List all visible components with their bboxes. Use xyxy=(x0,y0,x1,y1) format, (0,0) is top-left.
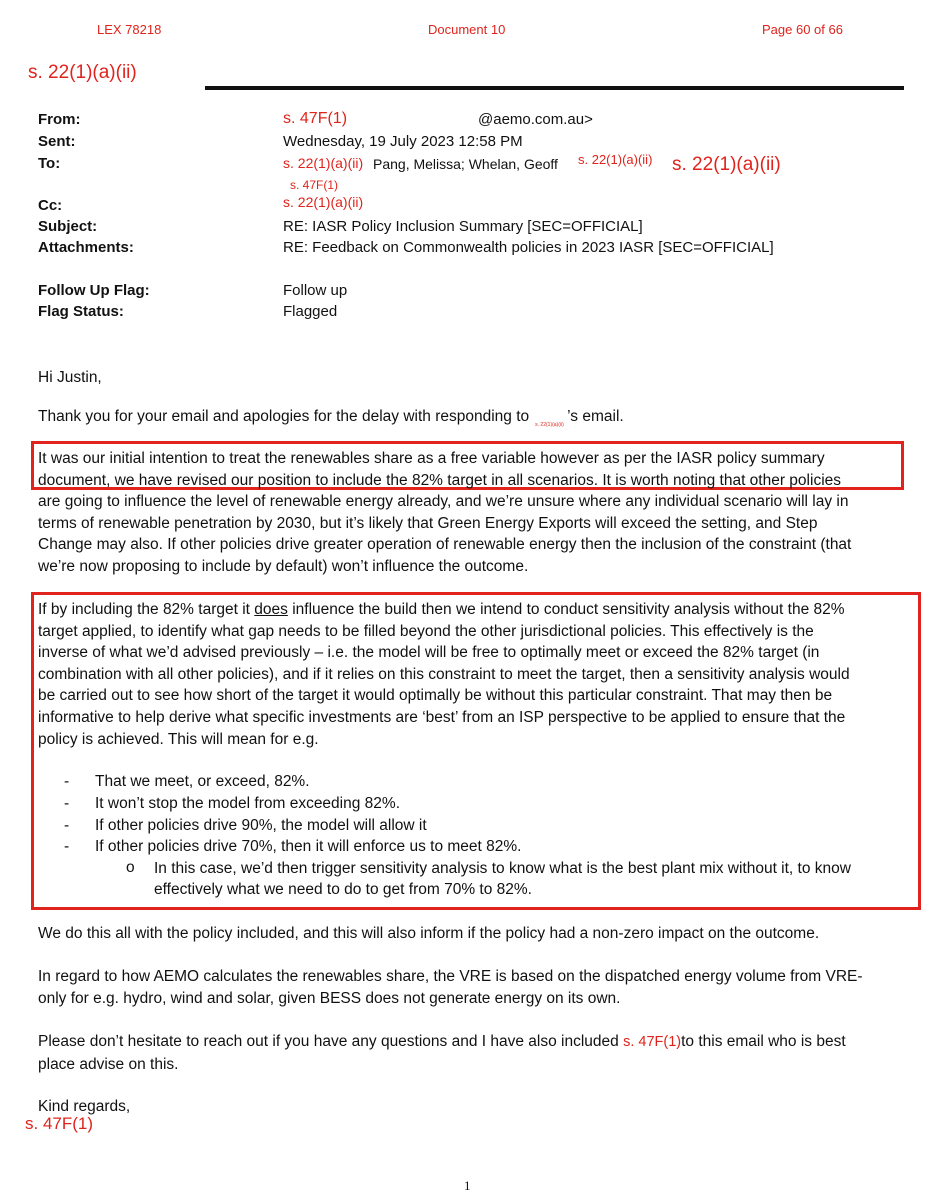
dash-bullet: - xyxy=(64,773,70,790)
dash-bullet: - xyxy=(64,817,70,834)
sign-off: Kind regards, xyxy=(38,1098,131,1115)
dash-bullet: - xyxy=(64,838,70,855)
dash-bullet: - xyxy=(64,795,70,812)
para6-line xyxy=(38,1031,908,1054)
header-page-counter: Page 60 of 66 xyxy=(762,22,843,37)
para3-line: combination with all other policies), and if it relies on this constraint to meet the target, then a sensitivity analysis would xyxy=(38,665,850,683)
sub-bullet-line: effectively what we need to do to get from 70% to 82%. xyxy=(154,881,532,898)
para3-line: inverse of what we’d advised previously – i.e. the model will be free to optimally meet or exceed the 82% target (in xyxy=(38,644,820,662)
to-label: To: xyxy=(38,155,61,172)
para6-exemption: s. 47F(1) xyxy=(623,1034,682,1050)
para3-first-a: If by including the 82% target it xyxy=(38,601,255,618)
header-document-number: Document 10 xyxy=(428,22,506,37)
para2-line: Change may also. If other policies drive greater operation of renewable energy then the inclusion of the constraint (that xyxy=(38,536,852,554)
paragraph-renewables-share xyxy=(38,448,908,578)
paragraph-vre-calculation xyxy=(38,966,908,1009)
intro-text-before: Thank you for your email and apologies for the delay with responding to xyxy=(38,408,530,425)
to-exemption-b: s. 22(1)(a)(ii) xyxy=(578,152,653,167)
from-label: From: xyxy=(38,111,81,128)
para3-underlined-word: does xyxy=(254,601,288,618)
para3-first-line xyxy=(38,599,908,621)
bullet-text: That we meet, or exceed, 82%. xyxy=(95,773,310,790)
header-document-id: LEX 78218 xyxy=(97,22,162,37)
para2-line: terms of renewable penetration by 2030, but it’s likely that Green Energy Exports will exceed the setting, and Step xyxy=(38,514,818,532)
para3-line: be carried out to see how short of the target it would optimally be without this particular constraint. That may then be xyxy=(38,687,833,705)
attachments-label: Attachments: xyxy=(38,239,134,256)
flag-status-value: Flagged xyxy=(283,303,338,320)
para6-before: Please don’t hesitate to reach out if you have any questions and I have also included xyxy=(38,1033,624,1050)
bullet-text: If other policies drive 70%, then it will enforce us to meet 82%. xyxy=(95,838,522,855)
bullet-text: It won’t stop the model from exceeding 82%. xyxy=(95,795,400,812)
sent-label: Sent: xyxy=(38,133,76,150)
para6-after: to this email who is best xyxy=(681,1033,846,1050)
para2-line: It was our initial intention to treat the renewables share as a free variable however as per the IASR policy summary xyxy=(38,450,825,467)
paragraph-closing xyxy=(38,1031,908,1075)
para5-line: In regard to how AEMO calculates the renewables share, the VRE is based on the dispatched energy volume from VRE- xyxy=(38,968,863,985)
circle-bullet: o xyxy=(126,859,135,876)
to-value: Pang, Melissa; Whelan, Geoff xyxy=(373,156,558,172)
follow-up-flag-value: Follow up xyxy=(283,282,348,299)
page-number: 1 xyxy=(464,1178,471,1193)
paragraph-sensitivity-analysis xyxy=(38,599,908,750)
to-exemption-c: s. 22(1)(a)(ii) xyxy=(672,154,781,175)
subject-value: RE: IASR Policy Inclusion Summary [SEC=OFFICIAL] xyxy=(283,218,643,235)
sent-value: Wednesday, 19 July 2023 12:58 PM xyxy=(283,133,523,150)
intro-tiny-exemption: s. 22(1)(a)(ii) xyxy=(535,422,564,428)
cc-label: Cc: xyxy=(38,197,63,214)
para3-line: informative to help derive what specific investments are ‘best’ from an ISP perspective to be applied to ensure that the xyxy=(38,708,846,726)
top-exemption-label: s. 22(1)(a)(ii) xyxy=(28,62,137,83)
to-exemption-a: s. 22(1)(a)(ii) xyxy=(283,155,364,171)
intro-text-after: ’s email. xyxy=(567,408,624,425)
para2-line: we’re now proposing to include by default) won’t influence the outcome. xyxy=(38,557,529,575)
greeting: Hi Justin, xyxy=(38,369,102,386)
paragraph-policy-included: We do this all with the policy included, and this will also inform if the policy had a non-zero impact on the outcome. xyxy=(38,925,820,942)
para3-line: policy is achieved. This will mean for e.g. xyxy=(38,730,319,748)
to-exemption-d: s. 47F(1) xyxy=(290,178,339,192)
from-value: @aemo.com.au> xyxy=(478,111,593,128)
para3-line: target applied, to identify what gap needs to be filled beyond the other jurisdictional policies. This effectively is the xyxy=(38,622,814,640)
para2-line: document, we have revised our position to include the 82% target in all scenarios. It is worth noting that other policies xyxy=(38,471,842,489)
header-divider xyxy=(205,86,904,90)
paragraph-intro xyxy=(38,406,624,428)
para2-line: are going to influence the level of renewable energy already, and we’re unsure where any individual scenario will lay in xyxy=(38,493,849,511)
from-exemption: s. 47F(1) xyxy=(283,110,348,127)
subject-label: Subject: xyxy=(38,218,98,235)
flag-status-label: Flag Status: xyxy=(38,303,124,320)
cc-exemption: s. 22(1)(a)(ii) xyxy=(283,194,364,210)
para3-first-b: influence the build then we intend to conduct sensitivity analysis without the 82% xyxy=(287,601,845,618)
follow-up-flag-label: Follow Up Flag: xyxy=(38,282,150,299)
para5-line: only for e.g. hydro, wind and solar, given BESS does not generate energy on its own. xyxy=(38,989,621,1007)
signature-exemption: s. 47F(1) xyxy=(25,1114,94,1133)
attachment-link[interactable]: RE: Feedback on Commonwealth policies in 2023 IASR [SEC=OFFICIAL] xyxy=(283,239,774,256)
sub-bullet-line: In this case, we’d then trigger sensitivity analysis to know what is the best plant mix without it, to know xyxy=(154,860,851,877)
para6-line: place advise on this. xyxy=(38,1055,179,1073)
bullet-text: If other policies drive 90%, the model will allow it xyxy=(95,817,427,834)
